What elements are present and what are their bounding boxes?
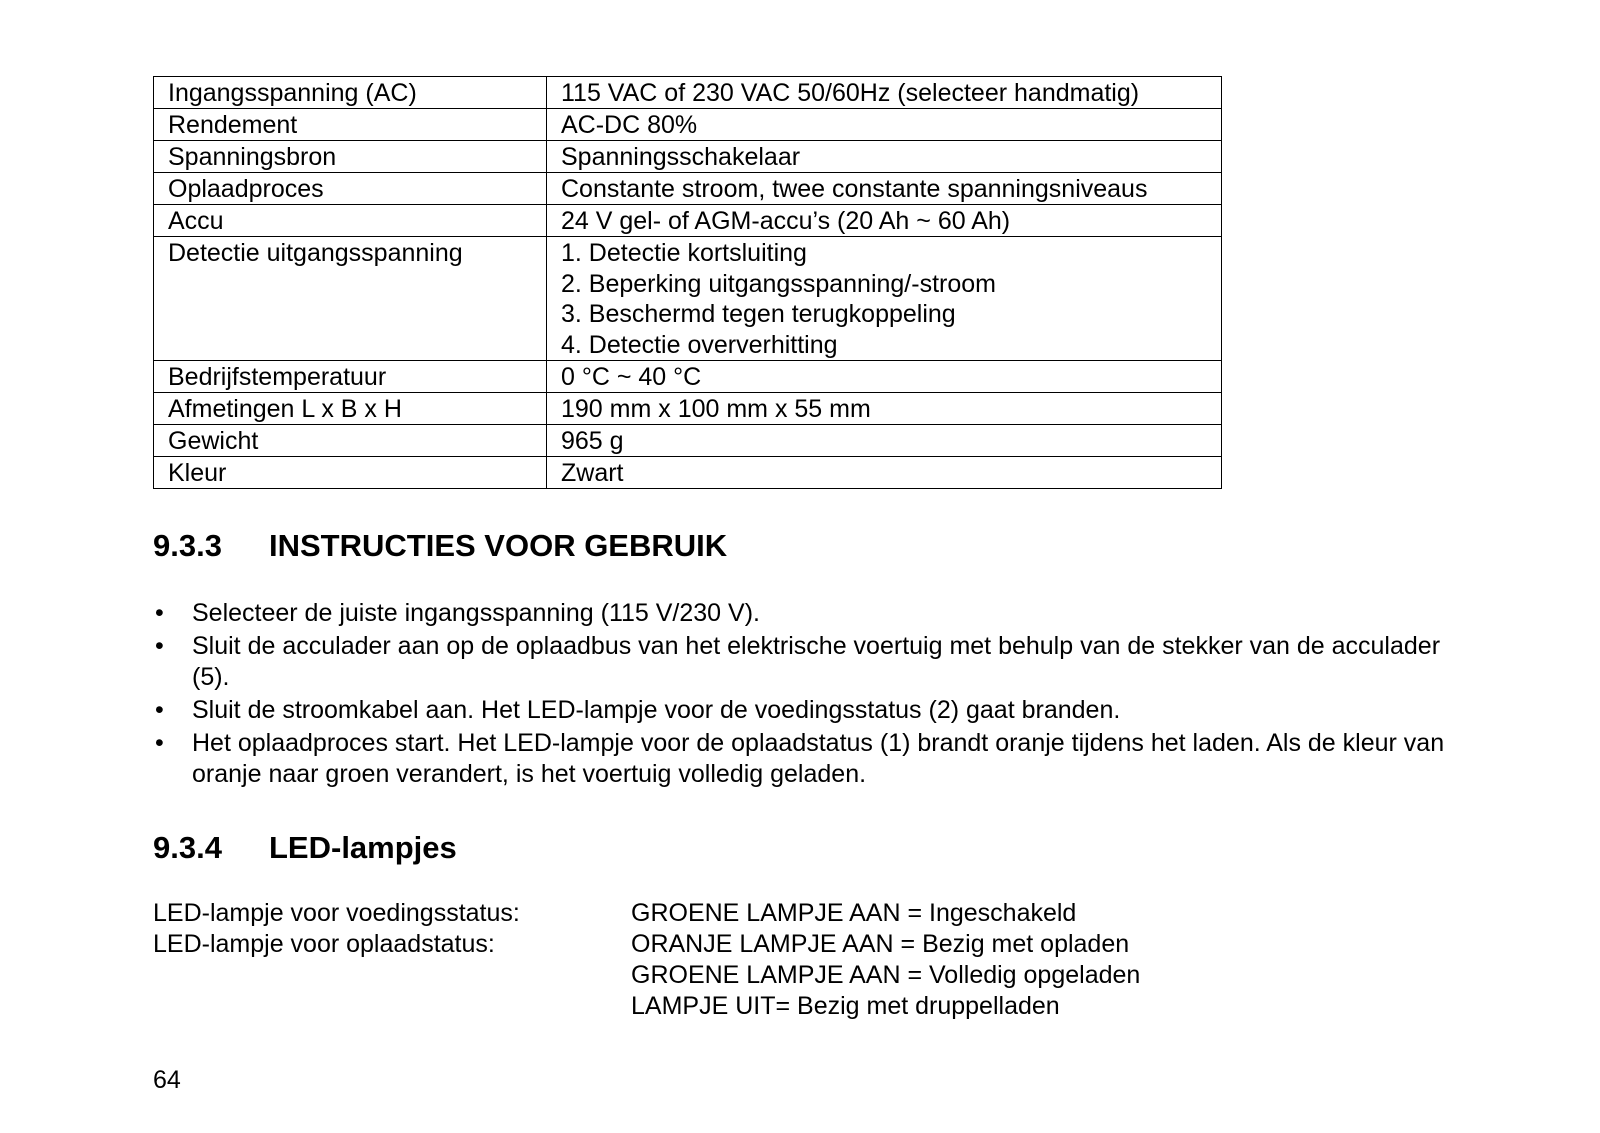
led-value: LAMPJE UIT= Bezig met druppelladen [631,992,1060,1020]
table-row [154,109,1222,141]
section-number: 9.3.3 [153,528,222,563]
table-row [154,393,1222,425]
spec-label: Accu [154,205,547,237]
spec-label: Detectie uitgangsspanning [154,237,547,361]
led-status-list [153,898,1140,1022]
spec-label: Kleur [154,457,547,489]
list-item-text: Selecteer de juiste ingangsspanning (115 V/230 V). [192,599,760,627]
table-row [154,361,1222,393]
bullet-icon: • [155,696,164,724]
bullet-icon: • [155,599,164,627]
spec-label: Bedrijfstemperatuur [154,361,547,393]
spec-value-item: 3. Beschermd tegen terugkoppeling [561,300,956,328]
list-item [153,728,1453,790]
table-row [154,237,1222,361]
led-value: GROENE LAMPJE AAN = Volledig opgeladen [631,961,1141,989]
list-item [153,631,1453,693]
section-number: 9.3.4 [153,830,222,865]
spec-value: Spanningsschakelaar [547,141,1222,173]
led-value: ORANJE LAMPJE AAN = Bezig met opladen [631,930,1130,958]
led-label: LED-lampje voor voedingsstatus: [153,899,520,927]
table-row [154,173,1222,205]
spec-value: 190 mm x 100 mm x 55 mm [547,393,1222,425]
spec-value: AC-DC 80% [547,109,1222,141]
table-row [154,457,1222,489]
section-heading-led [153,830,457,866]
instructions-list [153,598,1453,792]
spec-label: Spanningsbron [154,141,547,173]
spec-label: Oplaadproces [154,173,547,205]
list-item-text: Sluit de acculader aan op de oplaadbus van het elektrische voertuig met behulp van de stekker van de acculader (5). [192,632,1441,691]
spec-label: Afmetingen L x B x H [154,393,547,425]
spec-value-item: 2. Beperking uitgangsspanning/-stroom [561,269,996,298]
section-heading-instructions [153,528,727,564]
section-title: INSTRUCTIES VOOR GEBRUIK [269,528,728,563]
table-row [154,77,1222,109]
spec-label: Gewicht [154,425,547,457]
spec-value: 965 g [547,425,1222,457]
spec-value: 0 °C ~ 40 °C [547,361,1222,393]
led-row-charge [153,929,1140,1022]
page-number: 64 [153,1066,181,1094]
list-item-text: Het oplaadproces start. Het LED-lampje voor de oplaadstatus (1) brandt oranje tijdens het laden. Als de kleur van oranje naar groen verandert, is het voertuig volledig geladen. [192,729,1445,788]
spec-value-item: 1. Detectie kortsluiting [561,239,807,267]
list-item-text: Sluit de stroomkabel aan. Het LED-lampje voor de voedingsstatus (2) gaat branden. [192,696,1121,724]
spec-value: Zwart [547,457,1222,489]
bullet-icon: • [155,632,164,660]
specifications-table [153,76,1222,489]
spec-value-item: 4. Detectie oververhitting [561,330,838,359]
table-row [154,425,1222,457]
spec-value: 24 V gel- of AGM-accu’s (20 Ah ~ 60 Ah) [547,205,1222,237]
spec-value-list [547,237,1222,361]
led-value-list [631,929,1140,1022]
list-item [153,695,1453,726]
spec-label: Ingangsspanning (AC) [154,77,547,109]
table-row [154,205,1222,237]
spec-value: 115 VAC of 230 VAC 50/60Hz (selecteer handmatig) [547,77,1222,109]
section-title: LED-lampjes [269,830,457,865]
spec-value: Constante stroom, twee constante spanningsniveaus [547,173,1222,205]
list-item [153,598,1453,629]
spec-label: Rendement [154,109,547,141]
led-value: GROENE LAMPJE AAN = Ingeschakeld [631,899,1077,927]
led-row-power [153,898,1140,929]
led-label: LED-lampje voor oplaadstatus: [153,930,495,958]
table-row [154,141,1222,173]
bullet-icon: • [155,729,164,757]
